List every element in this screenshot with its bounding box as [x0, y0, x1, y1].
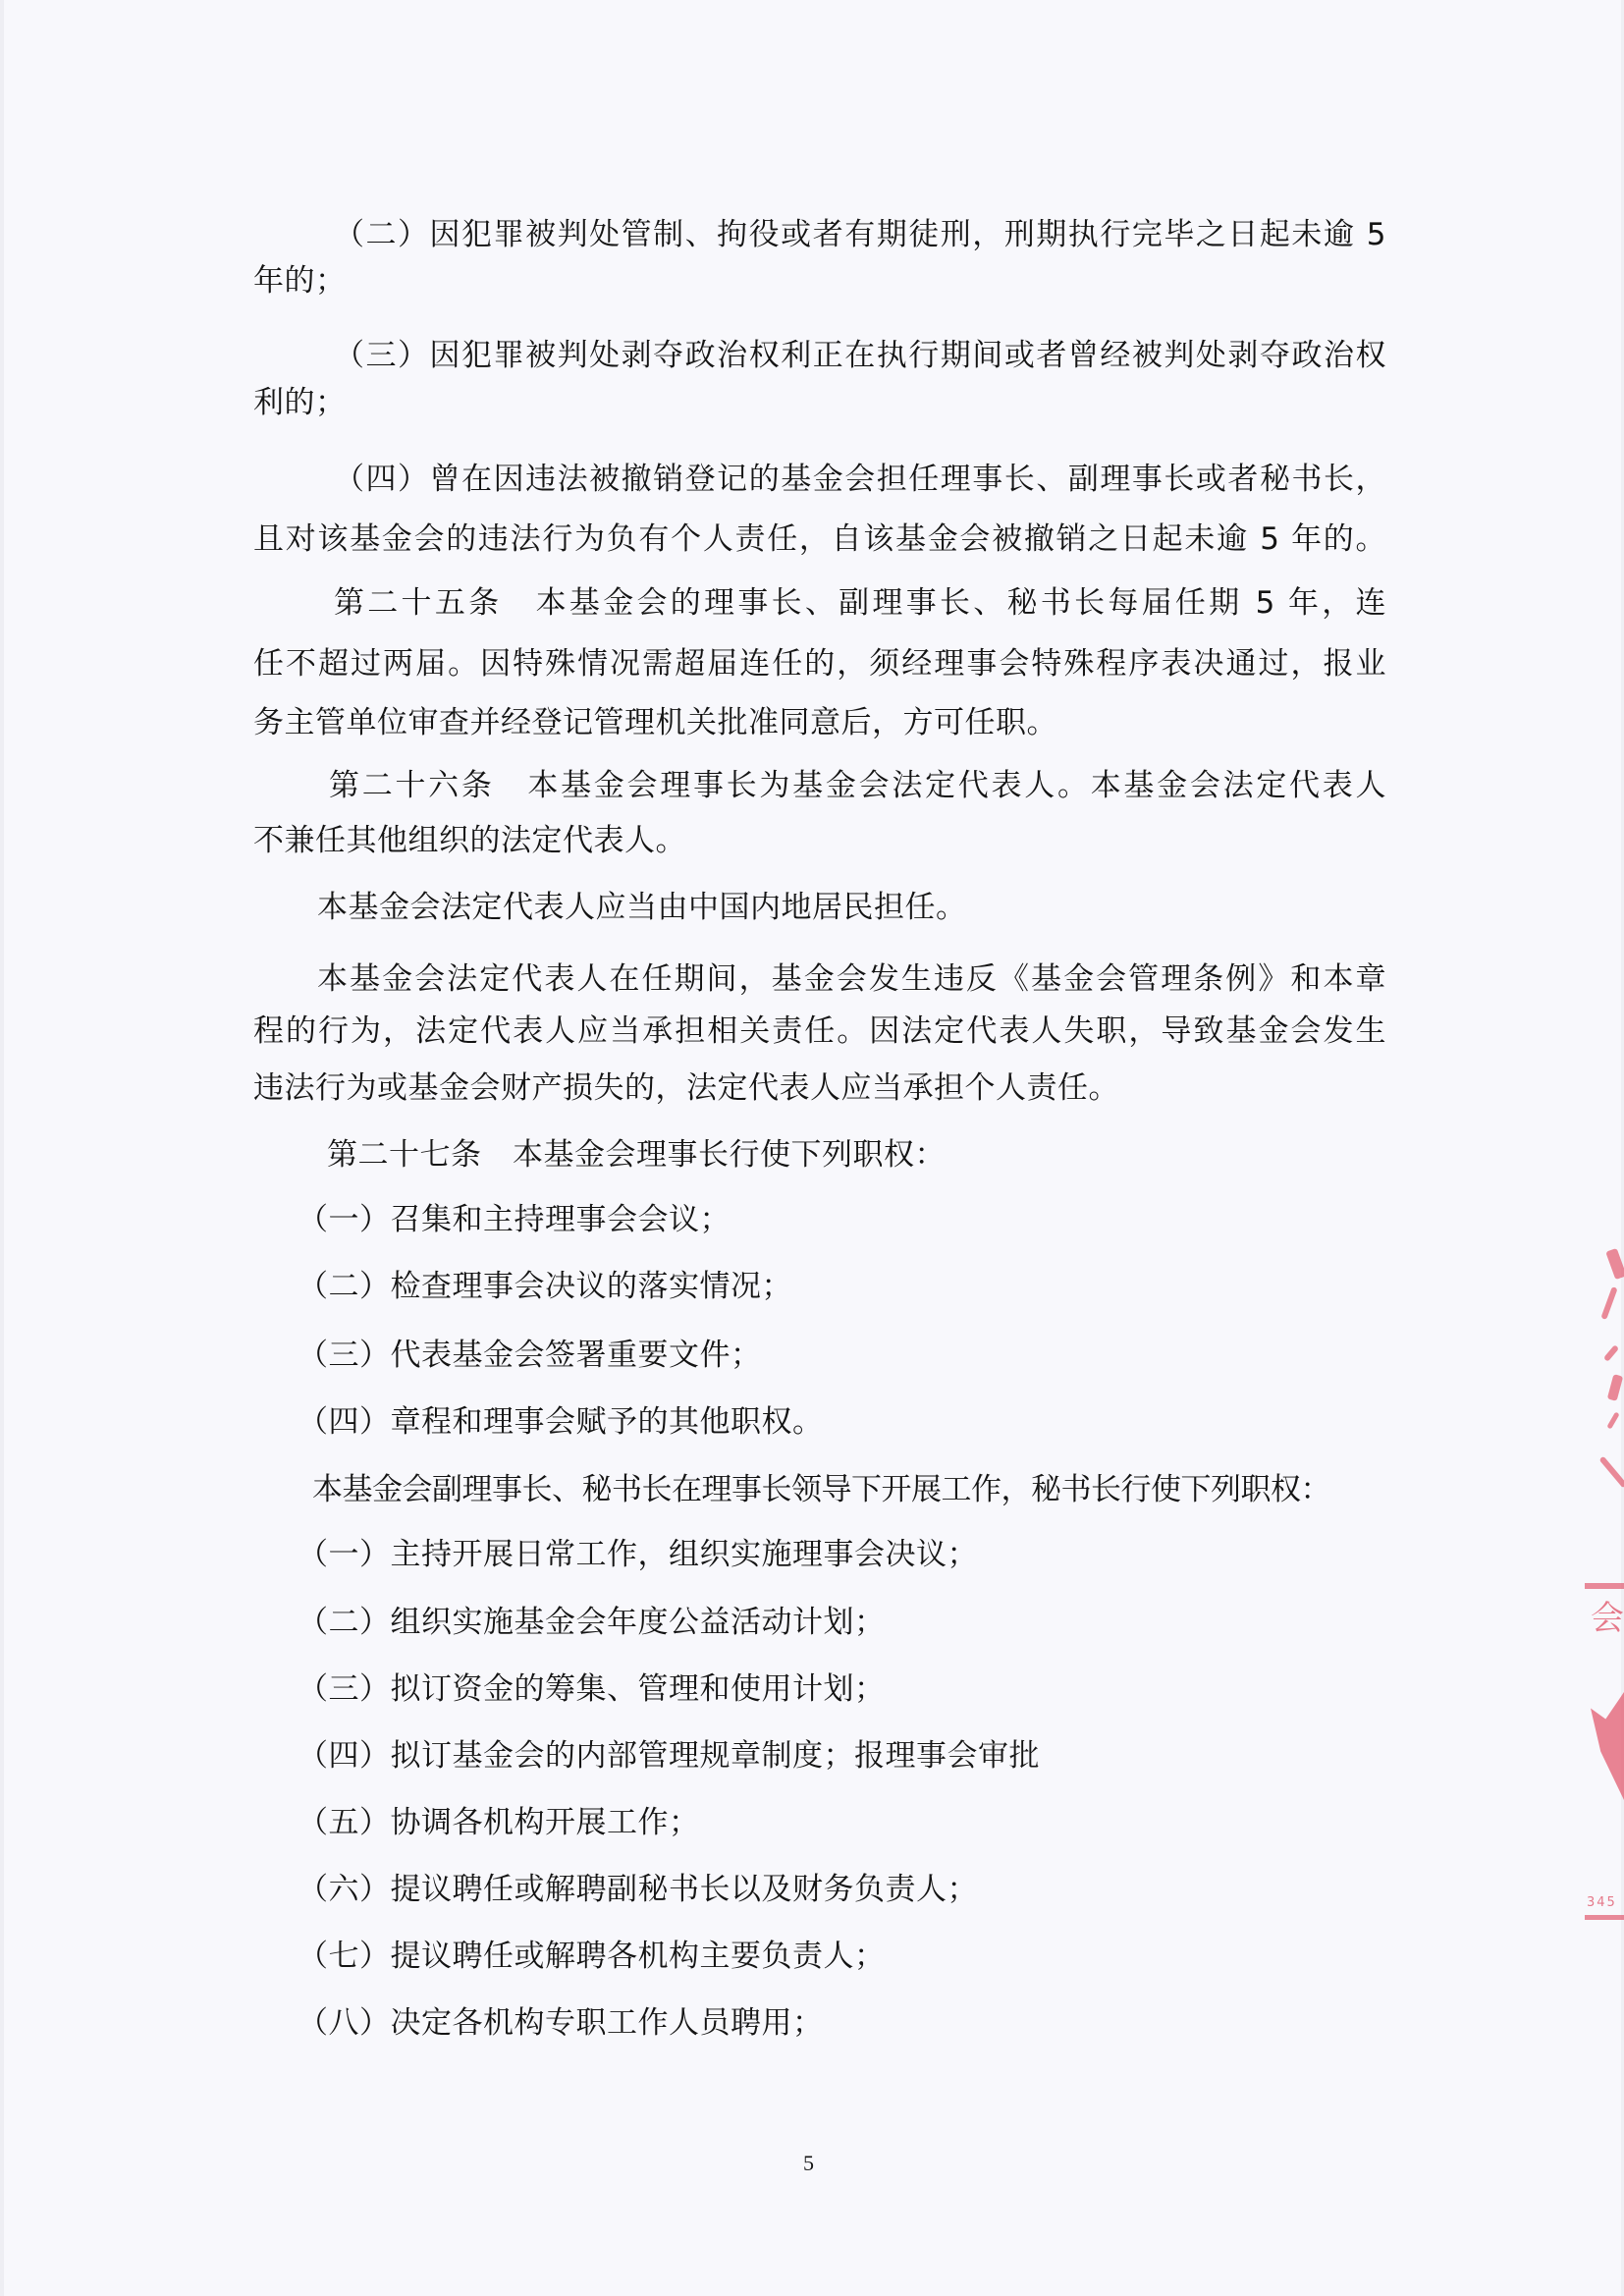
article-26-line: 不兼任其他组织的法定代表人。	[253, 823, 686, 858]
paragraph-line: 本基金会法定代表人应当由中国内地居民担任。	[317, 890, 967, 925]
list-item: （六）提议聘任或解聘副秘书长以及财务负责人；	[298, 1872, 978, 1907]
page-number: 5	[803, 2151, 814, 2175]
paragraph-line: 本基金会法定代表人在任期间，基金会发生违反《基金会管理条例》和本章	[317, 961, 1386, 997]
list-item: （三）拟订资金的筹集、管理和使用计划；	[298, 1671, 886, 1707]
paragraph-line: 程的行为，法定代表人应当承担相关责任。因法定代表人失职，导致基金会发生	[253, 1013, 1386, 1049]
paragraph-line: 本基金会副理事长、秘书长在理事长领导下开展工作，秘书长行使下列职权：	[312, 1472, 1330, 1507]
paragraph-line: 违法行为或基金会财产损失的，法定代表人应当承担个人责任。	[253, 1070, 1119, 1106]
paragraph-line: （四）曾在因违法被撤销登记的基金会担任理事长、副理事长或者秘书长，	[334, 462, 1386, 497]
page-edge-left	[0, 0, 4, 2296]
list-item: （八）决定各机构专职工作人员聘用；	[298, 2005, 824, 2041]
paragraph-line: 年的；	[253, 263, 347, 299]
seal-bar	[1585, 1583, 1624, 1589]
seal-stroke	[1606, 1411, 1619, 1429]
list-item: （一）召集和主持理事会会议；	[298, 1202, 731, 1237]
seal-star-icon	[1591, 1692, 1624, 1800]
seal-bar	[1585, 1915, 1624, 1920]
paragraph-line: （三）因犯罪被判处剥夺政治权利正在执行期间或者曾经被判处剥夺政治权	[334, 338, 1386, 373]
seal-character: 会	[1591, 1599, 1624, 1638]
list-item: （一）主持开展日常工作，组织实施理事会决议；	[298, 1537, 978, 1572]
list-item: （三）代表基金会签署重要文件；	[298, 1338, 762, 1373]
list-item: （二）组织实施基金会年度公益活动计划；	[298, 1605, 886, 1640]
paragraph-line: （二）因犯罪被判处管制、拘役或者有期徒刑，刑期执行完毕之日起未逾 5	[334, 217, 1386, 252]
article-25-line: 第二十五条 本基金会的理事长、副理事长、秘书长每届任期 5 年，连	[334, 585, 1386, 621]
seal-stroke	[1600, 1286, 1617, 1320]
paragraph-line: 利的；	[253, 385, 347, 420]
article-25-line: 任不超过两届。因特殊情况需超届连任的，须经理事会特殊程序表决通过，报业	[253, 646, 1386, 682]
seal-code: 345	[1587, 1895, 1617, 1910]
article-26-line: 第二十六条 本基金会理事长为基金会法定代表人。本基金会法定代表人	[329, 768, 1386, 803]
seal-stroke	[1603, 1344, 1619, 1362]
list-item: （二）检查理事会决议的落实情况；	[298, 1269, 792, 1304]
article-27-heading: 第二十七条 本基金会理事长行使下列职权：	[327, 1137, 946, 1173]
article-25-line: 务主管单位审查并经登记管理机关批准同意后，方可任职。	[253, 705, 1057, 740]
list-item: （四）拟订基金会的内部管理规章制度；报理事会审批	[298, 1738, 1040, 1774]
list-item: （七）提议聘任或解聘各机构主要负责人；	[298, 1939, 886, 1974]
list-item: （五）协调各机构开展工作；	[298, 1805, 700, 1840]
list-item: （四）章程和理事会赋予的其他职权。	[298, 1404, 824, 1440]
paragraph-line: 且对该基金会的违法行为负有个人责任，自该基金会被撤销之日起未逾 5 年的。	[253, 521, 1386, 557]
